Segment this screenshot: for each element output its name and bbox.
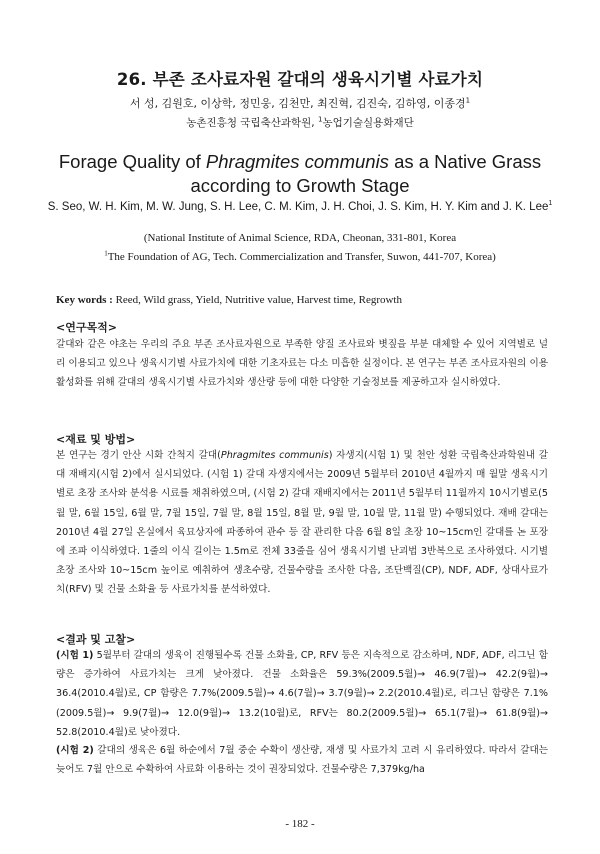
korean-affiliation xyxy=(0,115,600,130)
korean-title: 26. 부존 조사료자원 갈대의 생육시기별 사료가치 xyxy=(116,70,484,89)
korean-affiliation-main: 농촌진흥청 국립축산과학원, xyxy=(186,117,318,129)
english-author-list: S. Seo, W. H. Kim, M. W. Jung, S. H. Lee, C. M. Kim, J. H. Choi, J. S. Kim, H. Y. Kim and J. K. Lee xyxy=(47,201,549,213)
methods-paragraph xyxy=(56,446,548,600)
methods-species: Phragmites communis xyxy=(220,450,329,461)
methods-text-a: 본 연구는 경기 안산 시화 간척지 갈대( xyxy=(56,450,221,461)
section-heading-methods: <재료 및 방법> xyxy=(56,433,136,446)
english-author-superscript: 1 xyxy=(548,200,553,208)
results-paragraph-2 xyxy=(56,741,548,779)
section-heading-results: <결과 및 고찰> xyxy=(56,633,136,646)
english-title-suffix: as a Native Grass according to Growth Stage xyxy=(190,151,542,196)
korean-author-list: 서 성, 김원호, 이상학, 정민웅, 김천만, 최진혁, 김진숙, 김하영, 이종경 xyxy=(129,97,466,110)
results-exp1-label: (시험 1) xyxy=(56,650,94,661)
section-heading-objective: <연구목적> xyxy=(56,321,117,334)
methods-text-b: ) 자생지(시험 1) 및 천안 성환 국립축산과학원내 갈대 재배지(시험 2)에서 실시되었다. (시험 1) 갈대 자생지에서는 2009년 5월부터 2010년 4월까지 매 월말 생육시기별로 초장 조사와 분석용 시료를 채취하였으며, (시험 2) 갈대 재배지에서는 2011년 5월부터 11월까지 10시기별로(5월 말, 6월 15일, 6월 말, 7월 15일, 7월 말, 8월 15일, 8월 말, 9월 말, 10월 말, 11월 말) 수행되었다. 재배 갈대는 2010년 4월 27일 온실에서 육묘상자에 파종하여 관수 등 잘 관리한 다음 6월 8일 초장 10~15cm인 갈대를 논 포장에 조파 이식하였다. 1줄의 이식 길이는 1.5m로 전체 33줄을 심어 생육시기별 난괴법 3반복으로 조사하였다. 시기별 초장 조사와 10~15cm 높이로 예취하여 생초수량, 건물수량을 조사한 다음, 조단백질(CP), NDF, ADF, 상대사료가치(RFV) 및 건물 소화율 등 사료가치를 분석하였다. xyxy=(56,450,548,596)
keywords xyxy=(56,294,556,306)
english-title-species: Phragmites communis xyxy=(205,151,389,172)
english-affiliation-superscript: 1 xyxy=(104,249,108,258)
results-exp2-text: 갈대의 생육은 6월 하순에서 7월 중순 수확이 생산량, 재생 및 사료가치 고려 시 유리하였다. 따라서 갈대는 늦어도 7월 안으로 수확하여 사료화 이용하는 것이 권장되었다. 건물수량은 7,379kg/ha xyxy=(56,745,548,776)
results-exp2-label: (시험 2) xyxy=(56,745,94,756)
results-paragraph-1 xyxy=(56,646,548,742)
english-affiliation-1: (National Institute of Animal Science, RDA, Cheonan, 331-801, Korea xyxy=(143,232,457,244)
korean-affiliation-second: 농업기술실용화재단 xyxy=(322,117,414,129)
objective-paragraph xyxy=(56,335,548,393)
keywords-label: Key words : xyxy=(56,294,116,306)
english-affiliation-2 xyxy=(0,251,600,263)
page-number: - 182 - xyxy=(285,818,315,830)
korean-authors xyxy=(0,95,600,111)
english-title-prefix: Forage Quality of xyxy=(58,151,206,172)
korean-affiliation-superscript: 1 xyxy=(317,115,323,124)
korean-author-superscript: 1 xyxy=(465,96,471,105)
objective-text: 갈대와 같은 야초는 우리의 주요 부존 조사료자원으로 부족한 양질 조사료와 볏짚을 부분 대체할 수 있어 지역별로 널리 이용되고 있으나 생육시기별 사료가치에 대한 기초자료는 다소 미흡한 실정이다. 본 연구는 부존 조사료자원의 이용 활성화를 위해 갈대의 생육시기별 사료가치와 생산량 등에 대한 다양한 기술정보를 제공하고자 실시하였다. xyxy=(56,339,548,389)
results-exp1-text: 5월부터 갈대의 생육이 진행될수록 건물 소화율, CP, RFV 등은 지속적으로 감소하며, NDF, ADF, 리그닌 함량은 증가하여 사료가치는 크게 낮아졌다. 건물 소화율은 59.3%(2009.5월)→ 46.9(7월)→ 42.2(9월)→ 36.4(2010.4월)로, CP 함량은 7.7%(2009.5월)→ 4.6(7월)→ 3.7(9월)→ 2.2(2010.4월)로, 리그닌 함량은 7.1%(2009.5월)→ 9.9(7월)→ 12.0(9월)→ 13.2(10월)로, RFV는 80.2(2009.5월)→ 65.1(7월)→ 61.8(9월)→ 52.8(2010.4월)로 낮아졌다. xyxy=(56,650,548,738)
english-title xyxy=(40,150,560,198)
english-affiliation-2-text: The Foundation of AG, Tech. Commercialization and Transfer, Suwon, 441-707, Korea) xyxy=(107,251,496,263)
english-authors xyxy=(40,199,560,215)
keywords-text: Reed, Wild grass, Yield, Nutritive value, Harvest time, Regrowth xyxy=(115,294,402,306)
